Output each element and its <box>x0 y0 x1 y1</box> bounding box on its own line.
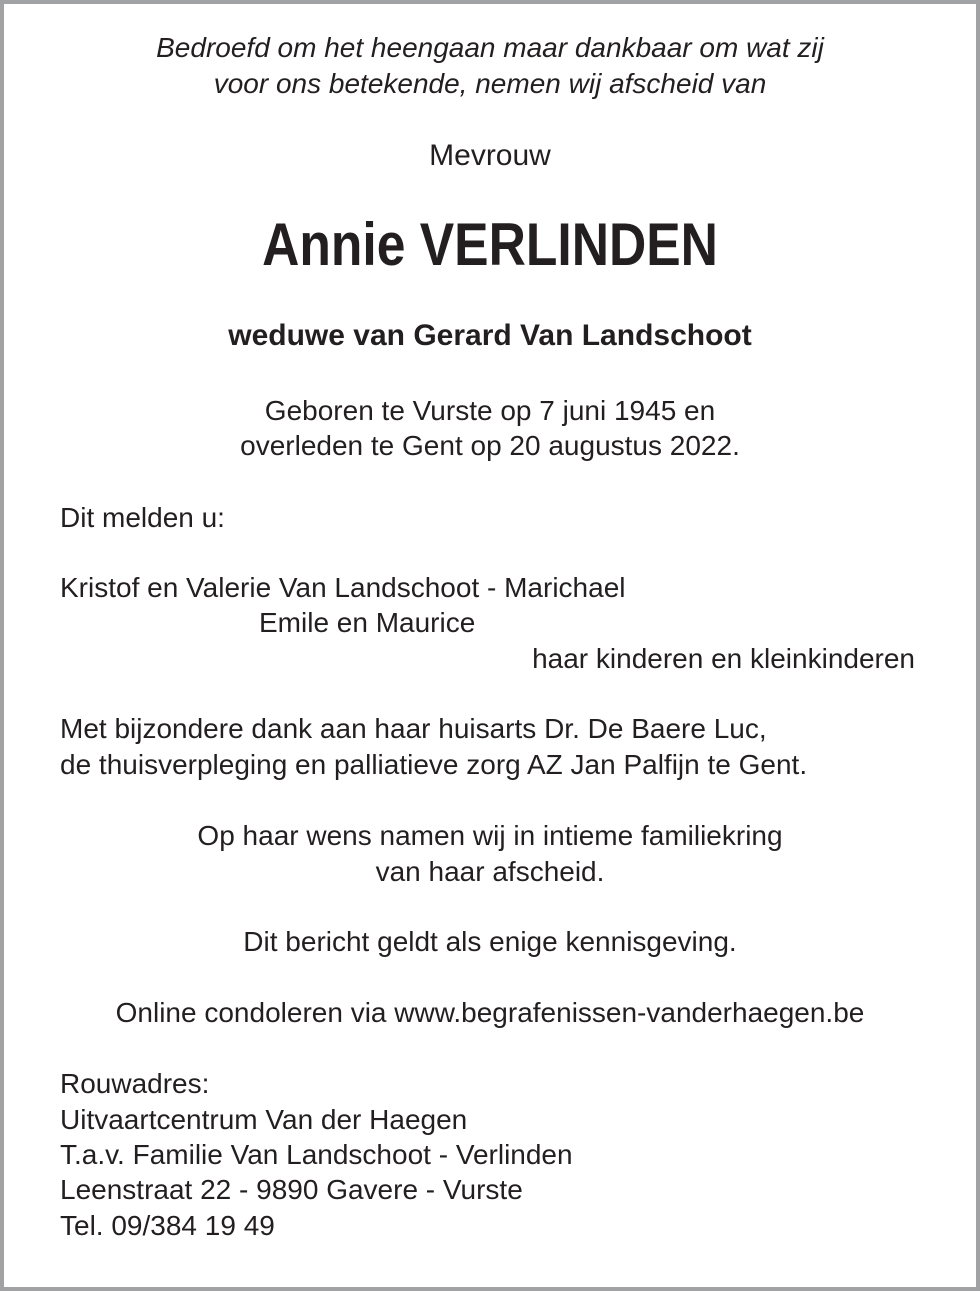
death-line: overleden te Gent op 20 augustus 2022. <box>240 430 740 461</box>
intro-line: voor ons betekende, nemen wij afscheid van <box>213 68 767 99</box>
notice-line: Dit bericht geldt als enige kennisgeving. <box>243 926 737 957</box>
phone-line: Tel. 09/384 19 49 <box>60 1210 275 1241</box>
thanks-line: Met bijzondere dank aan haar huisarts Dr. De Baere Luc, <box>60 713 767 744</box>
address-line: T.a.v. Familie Van Landschoot - Verlinden <box>60 1139 573 1170</box>
address-label: Rouwadres: <box>60 1068 210 1099</box>
spouse-line: weduwe van Gerard Van Landschoot <box>228 319 752 352</box>
address-line: Uitvaartcentrum Van der Haegen <box>60 1104 468 1135</box>
wish-line: van haar afscheid. <box>375 856 605 887</box>
intro-line: Bedroefd om het heengaan maar dankbaar om wat zij <box>156 32 824 63</box>
family-line: Emile en Maurice <box>259 607 476 638</box>
birth-line: Geboren te Vurste op 7 juni 1945 en <box>264 395 716 426</box>
deceased-name: Annie VERLINDEN <box>262 211 718 278</box>
address-line: Leenstraat 22 - 9890 Gavere - Vurste <box>60 1174 523 1205</box>
family-line: Kristof en Valerie Van Landschoot - Marichael <box>60 572 626 603</box>
wish-line: Op haar wens namen wij in intieme familiekring <box>197 820 783 851</box>
announce-line: Dit melden u: <box>60 502 225 533</box>
family-relation: haar kinderen en kleinkinderen <box>532 643 915 674</box>
online-condolence-link[interactable]: Online condoleren via www.begrafenissen-vanderhaegen.be <box>115 997 865 1028</box>
salutation: Mevrouw <box>429 139 551 172</box>
thanks-line: de thuisverpleging en palliatieve zorg AZ Jan Palfijn te Gent. <box>60 749 808 780</box>
